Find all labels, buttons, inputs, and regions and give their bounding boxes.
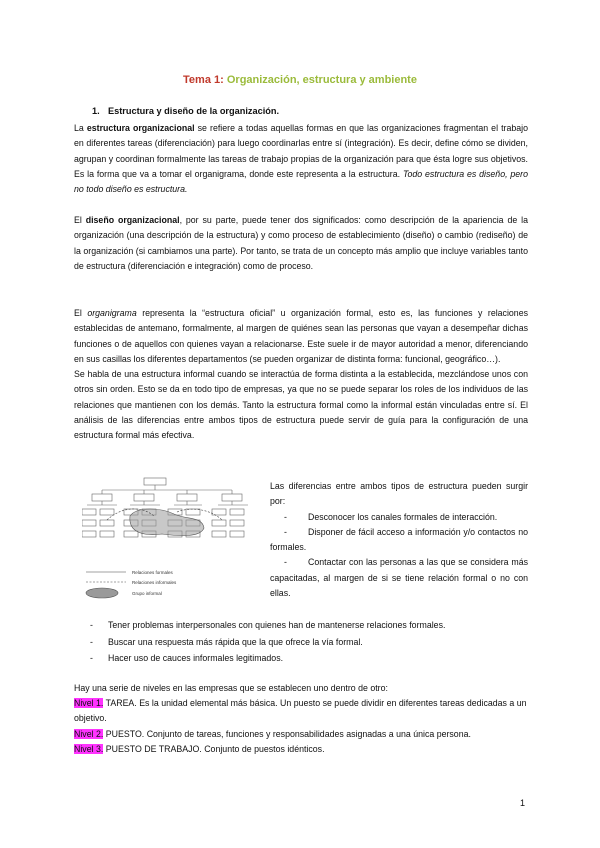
side-item-1-text: Desconocer los canales formales de interacción.	[308, 511, 498, 522]
title-rest: Organización, estructura y ambiente	[223, 74, 417, 86]
legend-group: Grupo informal	[132, 591, 162, 596]
level-3-tag: Nivel 3.	[74, 743, 104, 754]
side-item-3-text: Contactar con las personas a las que se considera más capacitadas, al margen de si se tiene relación formal o no con ellas.	[270, 557, 528, 599]
informal-group-blob	[130, 509, 204, 536]
level-2-text: PUESTO. Conjunto de tareas, funciones y responsabilidades asignadas a una única persona.	[103, 728, 471, 739]
paragraph-estructura	[74, 121, 528, 197]
side-item-2: - Disponer de fácil acceso a información y/o contactos no formales.	[270, 526, 528, 553]
level-3	[74, 742, 528, 757]
p2-text-a: El	[74, 215, 86, 225]
side-item-2-text: Disponer de fácil acceso a información y/o contactos no formales.	[270, 526, 528, 553]
p3-text-c: representa la “estructura oficial” u organización formal, esto es, las funciones y relaciones establecidas de antemano, formalmente, al margen de quiénes sean las personas que vayan a desempeñar dichas funciones o de aquellos con quienes vayan a relacionarse. Este suele ir de mayor autoridad a menor, diferenciando en sus casillas los diferentes departamentos (se pueden organizar de distinta forma: funcional, geográfico…).	[74, 308, 528, 364]
level-2-tag: Nivel 2.	[74, 728, 104, 739]
list-item: - Buscar una respuesta más rápida que la que ofrece la vía formal.	[90, 634, 530, 651]
side-text	[270, 479, 528, 601]
levels-intro: Hay una serie de niveles en las empresas que se establecen uno dentro de otro:	[74, 683, 388, 693]
reasons-list	[90, 617, 530, 667]
paragraph-organigrama	[74, 306, 528, 444]
level-1-tag: Nivel 1.	[74, 698, 104, 709]
section-number: 1.	[92, 106, 100, 116]
section-heading	[92, 106, 279, 116]
chart-legend	[86, 570, 177, 598]
legend-informal: Relaciones informales	[132, 580, 177, 585]
side-item-3: - Contactar con las personas a las que se considera más capacitadas, al margen de si se tiene relación formal o no con ellas.	[270, 557, 528, 599]
page-title	[0, 74, 600, 86]
p1-italic: Todo estructura es diseño, pero no todo diseño es estructura.	[74, 168, 528, 195]
p3-term: organigrama	[87, 308, 137, 318]
p3-text-a: El	[74, 308, 88, 318]
level-1	[74, 696, 528, 726]
p3-text-d: Se habla de una estructura informal cuando se interactúa de forma distinta a la establecida, mezclándose unos con otros sin orden. Esto se da en todo tipo de empresas, ya que no se puede separar los roles de los individuos de las relaciones que mantienen con los demás. Tanto la estructura formal como la informal están vinculadas entre sí. El análisis de las diferencias entre ambos tipos de estructura puede servir de guía para la configuración de una estructura formal más efectiva.	[74, 369, 528, 441]
level-2	[74, 727, 528, 742]
p2-term: diseño organizacional	[85, 215, 180, 225]
side-item-1: - Desconocer los canales formales de interacción.	[284, 511, 498, 522]
page-number: 1	[520, 798, 526, 808]
p1-text-a: La	[74, 123, 87, 133]
list-item: - Hacer uso de cauces informales legitimados.	[90, 650, 530, 667]
p1-text-c: se refiere a todas aquellas formas en que las organizaciones fragmentan el trabajo en diferentes tareas (diferenciación) para luego coordinarlas entre sí (integración). Es decir, define cómo se dividen, agrupan y coordinan formalmente las tareas de trabajo propias de la organización para que ésta logre sus objetivos. Es la forma que va a tomar el organigrama, donde este representa a la estructura.	[74, 123, 528, 179]
side-intro: Las diferencias entre ambos tipos de estructura pueden surgir por:	[270, 481, 528, 507]
p1-term: estructura organizacional	[86, 123, 195, 133]
title-prefix: Tema 1:	[183, 74, 224, 86]
list-item: - Tener problemas interpersonales con quienes han de mantenerse relaciones formales.	[90, 617, 530, 634]
org-chart-figure	[82, 476, 260, 604]
level-3-text: PUESTO DE TRABAJO. Conjunto de puestos idénticos.	[103, 743, 325, 754]
legend-formal: Relaciones formales	[132, 570, 173, 575]
paragraph-diseno	[74, 213, 528, 274]
level-1-text: TAREA. Es la unidad elemental más básica. Un puesto se puede dividir en diferentes tareas dedicadas a un objetivo.	[74, 698, 527, 724]
levels-section	[74, 681, 528, 757]
section-label: Estructura y diseño de la organización.	[108, 106, 280, 116]
p2-text-c: , por su parte, puede tener dos significados: como descripción de la apariencia de la organización (una descripción de la estructura) y como proceso de establecimiento (diseño) o cambio (rediseño) de la organización (si cambiamos una parte). Por tanto, se trata de un concepto más amplio que incluye variables tanto de estructura (diferenciación e integración) como de proceso.	[74, 215, 528, 271]
